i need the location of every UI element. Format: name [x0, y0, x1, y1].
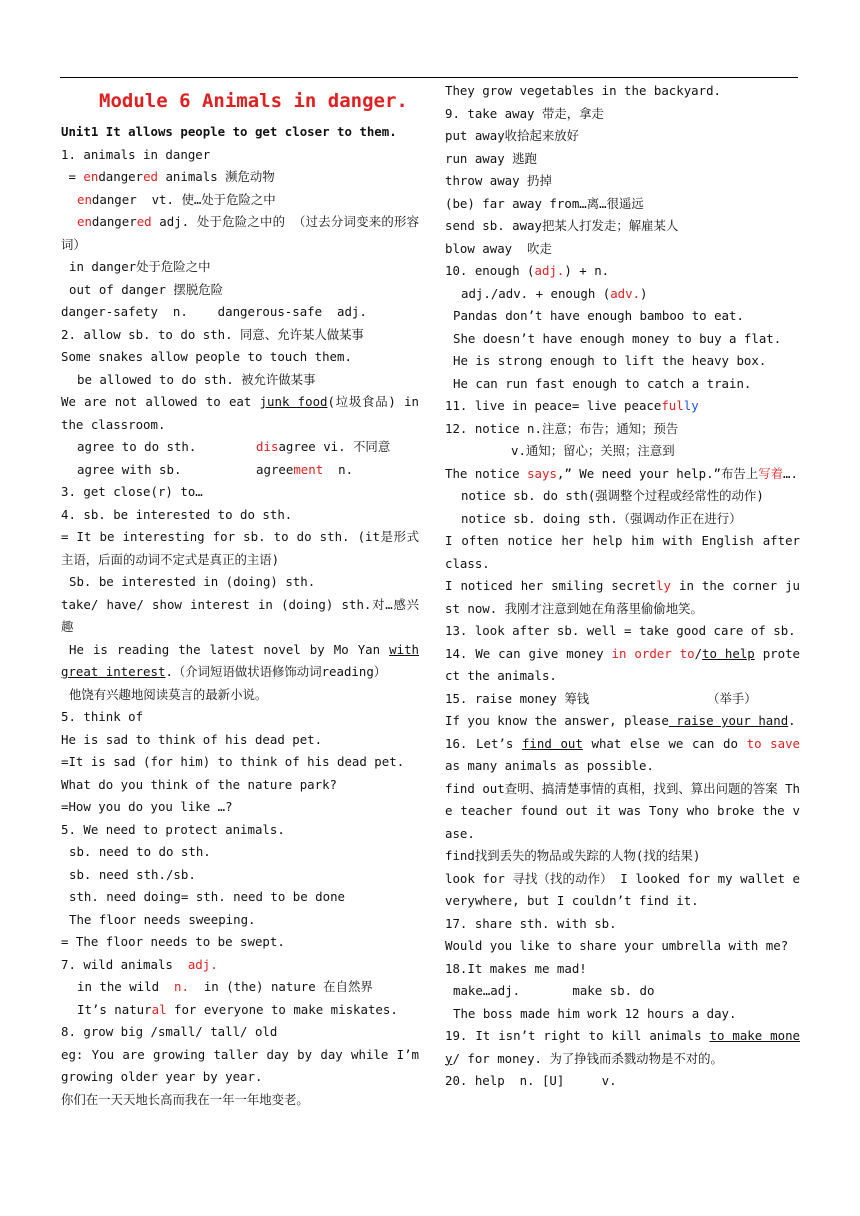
text-line: look for 寻找（找的动作） I looked for my wallet everywhere, but I couldn’t find it.: [445, 870, 800, 908]
text-line: be allowed to do sth. 被允许做某事: [77, 371, 316, 387]
text-line: = It be interesting for sb. to do sth. (it是形式主语，后面的动词不定式是真正的主语): [61, 529, 419, 567]
page-title: Module 6 Animals in danger.: [99, 90, 408, 112]
text-line: If you know the answer, please raise your hand.: [445, 713, 796, 728]
text-line: =It is sad (for him) to think of his dead pet.: [61, 754, 405, 769]
text-line: He can run fast enough to catch a train.: [453, 375, 752, 391]
text-line: make…adj. make sb. do: [453, 983, 655, 998]
text-line: in danger处于危险之中: [69, 259, 211, 274]
text-line: 14. We can give money in order to/to help protect the animals.: [445, 645, 800, 683]
text-line: 3. get close(r) to…: [61, 484, 203, 499]
text-line: find out查明、搞清楚事情的真相，找到、算出问题的答案 The teacher found out it was Tony who broke the vase.: [445, 780, 800, 841]
text-line: agree with sb. agreement n.: [77, 461, 354, 477]
text-line: 9. take away 带走，拿走: [445, 105, 604, 121]
text-line: (be) far away from…离…很遥远: [445, 195, 644, 211]
text-line: blow away 吹走: [445, 240, 552, 256]
top-rule: [60, 77, 798, 78]
text-line: 18.It makes me mad!: [445, 960, 587, 976]
text-line: We are not allowed to eat junk food(垃圾食品) in the classroom.: [61, 394, 419, 432]
text-line: 11. live in peace= live peacefully: [445, 398, 699, 413]
text-line: find找到丢失的物品或失踪的人物(找的结果): [445, 848, 701, 863]
text-line: eg: You are growing taller day by day while I’m growing older year by year.: [61, 1046, 419, 1084]
text-line: Pandas don’t have enough bamboo to eat.: [453, 308, 744, 323]
text-line: 4. sb. be interested to do sth.: [61, 506, 293, 522]
text-line: =How you do you like …?: [61, 799, 233, 814]
text-line: 5. think of: [61, 709, 144, 724]
text-line: 10. enough (adj.) + n.: [445, 263, 610, 278]
text-line: 2. allow sb. to do sth. 同意、允许某人做某事: [61, 326, 364, 342]
text-line: She doesn’t have enough money to buy a flat.: [453, 330, 782, 346]
text-line: The boss made him work 12 hours a day.: [453, 1005, 737, 1021]
text-line: = The floor needs to be swept.: [61, 934, 285, 949]
text-line: 12. notice n.注意；布告；通知；预告: [445, 420, 679, 436]
text-line: put away收拾起来放好: [445, 128, 580, 143]
text-line: danger-safety n. dangerous-safe adj.: [61, 304, 367, 319]
text-line: 7. wild animals adj.: [61, 956, 218, 972]
text-line: Would you like to share your umbrella with me?: [445, 938, 789, 953]
text-line: The floor needs sweeping.: [69, 911, 256, 927]
text-line: sb. need sth./sb.: [69, 866, 196, 882]
text-line: take/ have/ show interest in (doing) sth.对…感兴趣: [61, 596, 419, 634]
text-line: It’s natural for everyone to make miskates.: [77, 1001, 398, 1017]
text-line: v.通知；留心；关照；注意到: [511, 443, 675, 458]
text-line: out of danger 摆脱危险: [69, 281, 223, 297]
text-line: 5. We need to protect animals.: [61, 821, 285, 837]
text-line: He is strong enough to lift the heavy box.: [453, 353, 767, 368]
text-line: sth. need doing= sth. need to be done: [69, 889, 346, 904]
text-line: 15. raise money 筹钱 （举手）: [445, 690, 757, 706]
text-line: endanger vt. 使…处于危险之中: [77, 191, 276, 207]
text-line: 1. animals in danger: [61, 146, 211, 162]
right-column: [445, 80, 800, 1093]
text-line: 13. look after sb. well = take good care of sb.: [445, 623, 796, 638]
text-line: I noticed her smiling secretly in the corner just now. 我刚才注意到她在角落里偷偷地笑。: [445, 578, 800, 616]
text-line: throw away 扔掉: [445, 173, 552, 188]
text-line: run away 逃跑: [445, 150, 537, 166]
text-line: = endangered animals 濒危动物: [61, 169, 275, 184]
text-line: sb. need to do sth.: [69, 844, 211, 859]
text-line: What do you think of the nature park?: [61, 776, 338, 792]
text-line: They grow vegetables in the backyard.: [445, 83, 722, 98]
text-line: 16. Let’s find out what else we can do to save as many animals as possible.: [445, 735, 801, 773]
text-line: Some snakes allow people to touch them.: [61, 349, 352, 364]
text-line: agree to do sth. disagree vi. 不同意: [77, 439, 391, 454]
text-line: He is sad to think of his dead pet.: [61, 731, 323, 747]
left-column: [61, 80, 419, 1111]
text-line: endangered adj. 处于危险之中的 （过去分词变来的形容词）: [61, 214, 419, 252]
text-line: 19. It isn’t right to kill animals to make money/ for money. 为了挣钱而杀戮动物是不对的。: [445, 1028, 800, 1066]
text-line: notice sb. do sth(强调整个过程或经常性的动作): [461, 488, 764, 503]
text-line: 17. share sth. with sb.: [445, 915, 617, 931]
text-line: 20. help n. [U] v.: [445, 1073, 617, 1088]
text-line: 8. grow big /small/ tall/ old: [61, 1024, 278, 1039]
text-line: I often notice her help him with English after class.: [445, 533, 800, 571]
text-line: He is reading the latest novel by Mo Yan with great interest.（介词短语做状语修饰动词reading）: [61, 641, 419, 679]
text-line: The notice says,” We need your help.”布告上写着….: [445, 465, 798, 481]
text-line: send sb. away把某人打发走；解雇某人: [445, 218, 679, 233]
text-line: notice sb. doing sth.（强调动作正在进行）: [461, 510, 742, 526]
text-line: Sb. be interested in (doing) sth.: [69, 574, 316, 589]
text-line: 他饶有兴趣地阅读莫言的最新小说。: [69, 686, 268, 702]
text-line: 你们在一天天地长高而我在一年一年地变老。: [61, 1091, 309, 1107]
unit-title: Unit1 It allows people to get closer to them.: [61, 124, 397, 139]
text-line: adj./adv. + enough (adv.): [461, 285, 648, 301]
text-line: in the wild n. in (the) nature 在自然界: [77, 979, 373, 994]
